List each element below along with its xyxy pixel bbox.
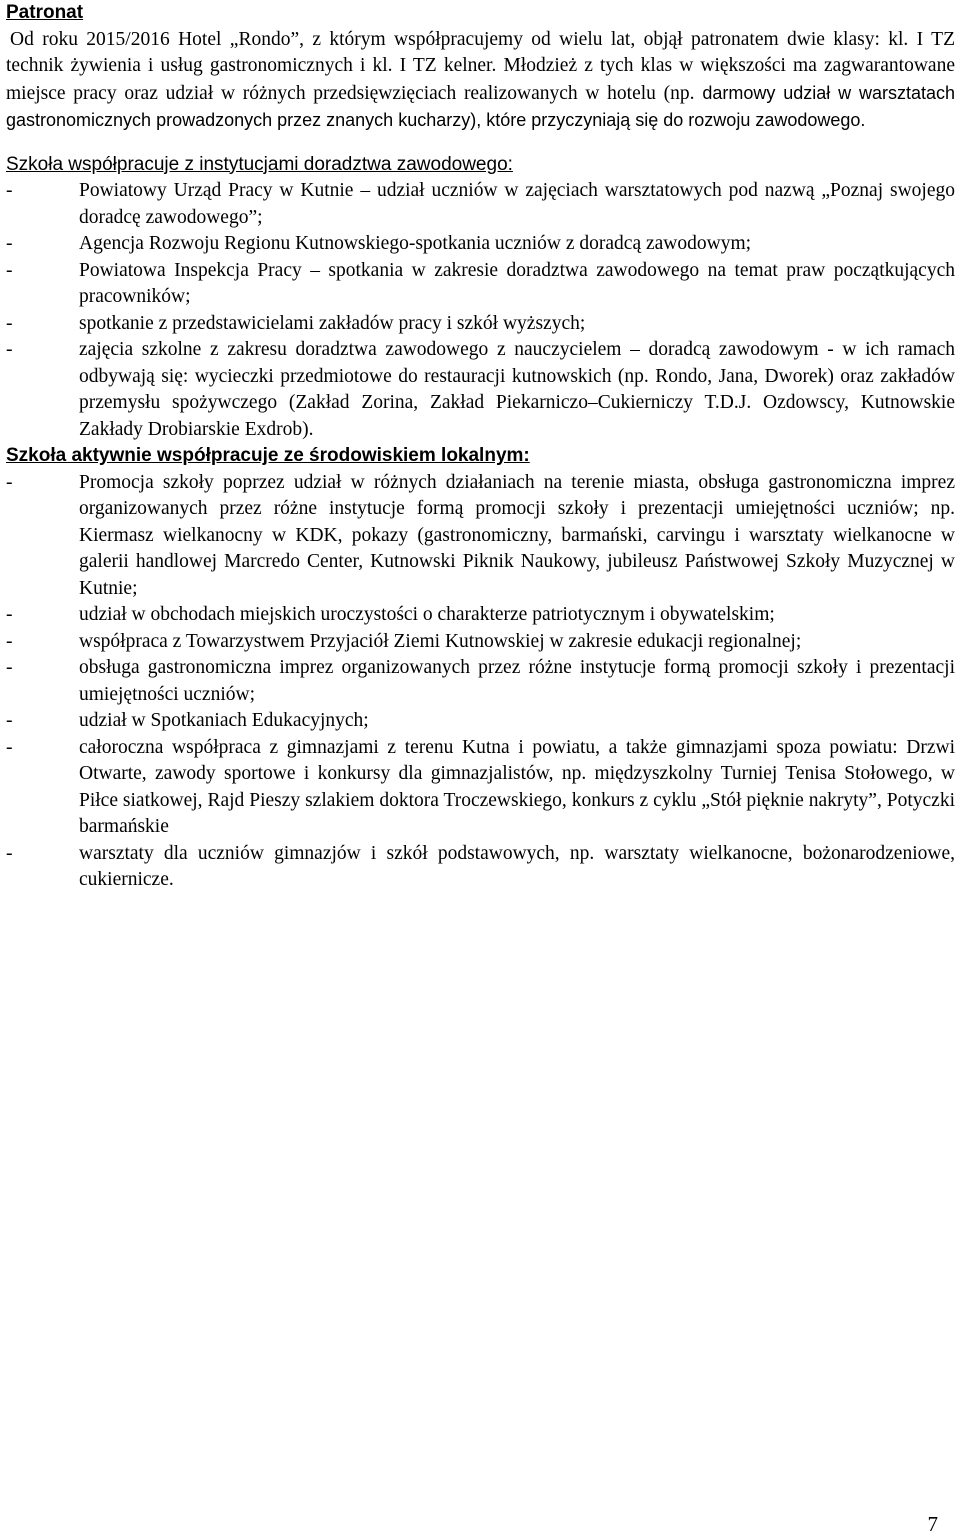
list-item-text: obsługa gastronomiczna imprez organizowanych przez różne instytucje formą promocji szkoły i prezentacji umiejętności uczniów;	[79, 657, 955, 705]
lokalne-list	[6, 470, 955, 894]
list-item-text: warsztaty dla uczniów gimnazjów i szkół podstawowych, np. warsztaty wielkanocne, bożonarodzeniowe, cukiernicze.	[79, 842, 955, 890]
list-dash: -	[6, 710, 13, 731]
list-item-text: Powiatowa Inspekcja Pracy – spotkania w zakresie doradztwa zawodowego na temat praw początkujących pracowników;	[79, 259, 955, 307]
list-item	[6, 629, 955, 656]
lokalne-heading: Szkoła aktywnie współpracuje ze środowiskiem lokalnym:	[6, 445, 530, 466]
list-dash: -	[6, 657, 13, 678]
list-item	[6, 178, 955, 231]
list-item-text: udział w obchodach miejskich uroczystości o charakterze patriotycznym i obywatelskim;	[79, 604, 775, 625]
list-item	[6, 602, 955, 629]
list-item-text: zajęcia szkolne z zakresu doradztwa zawodowego z nauczycielem – doradcą zawodowym - w ich ramach odbywają się: wycieczki przedmiotowe do restauracji kutnowskich (np. Rondo, Jana, Dworek) oraz zakładów przemysłu spożywczego (Zakład Zorina, Zakład Piekarniczo–Cukierniczy T.D.J. Ozdowscy, Kutnowskie Zakłady Drobiarskie Exdrob).	[79, 339, 955, 440]
patronat-heading: Patronat	[6, 2, 84, 23]
list-item-text: współpraca z Towarzystwem Przyjaciół Ziemi Kutnowskiej w zakresie edukacji regionalnej;	[79, 630, 802, 652]
patronat-text-sans: darmowy udział w warsztatach gastronomicznych prowadzonych przez znanych kucharzy), które przyczyniają się do rozwoju zawodowego.	[6, 82, 955, 130]
document-body	[6, 0, 955, 894]
list-dash: -	[6, 842, 13, 864]
list-item-text: Powiatowy Urząd Pracy w Kutnie – udział uczniów w zajęciach warsztatowych pod nazwą „Poznaj swojego doradcę zawodowego”;	[79, 180, 955, 228]
list-dash: -	[6, 630, 13, 652]
list-item	[6, 841, 955, 894]
list-item	[6, 655, 955, 708]
list-item	[6, 735, 955, 841]
list-item	[6, 231, 955, 258]
list-item	[6, 258, 955, 311]
list-item-text: całoroczna współpraca z gimnazjami z terenu Kutna i powiatu, a także gimnazjami spoza powiatu: Drzwi Otwarte, zawody sportowe i konkursy dla gimnazjalistów, np. międzyszkolny Turniej Tenisa Stołowego, w Piłce siatkowej, Rajd Pieszy szlakiem doktora Troczewskiego, konkurs z cyklu „Stół pięknie nakryty”, Potyczki barmańskie	[79, 736, 955, 837]
list-item-text: spotkanie z przedstawicielami zakładów pracy i szkół wyższych;	[79, 312, 586, 334]
patronat-paragraph	[6, 27, 955, 135]
list-item-text: Agencja Rozwoju Regionu Kutnowskiego-spotkania uczniów z doradcą zawodowym;	[79, 233, 752, 254]
doradztwo-heading: Szkoła współpracuje z instytucjami doradztwa zawodowego:	[6, 153, 513, 175]
list-item	[6, 311, 955, 338]
list-dash: -	[6, 180, 13, 201]
list-dash: -	[6, 471, 13, 493]
list-dash: -	[6, 259, 13, 281]
list-item	[6, 470, 955, 603]
list-dash: -	[6, 233, 13, 254]
list-dash: -	[6, 339, 13, 360]
list-dash: -	[6, 604, 13, 625]
page-number: 7	[927, 1512, 938, 1536]
list-item-text: Promocja szkoły poprzez udział w różnych działaniach na terenie miasta, obsługa gastronomiczna imprez organizowanych przez różne instytucje formą promocji szkoły i prezentacji umiejętności uczniów; np. Kiermasz wielkanocny w KDK, pokazy (gastronomiczny, barmański, carvingu i warsztaty wielkanocne w galerii handlowej Marcredo Center, Kutnowski Piknik Naukowy, jubileusz Państwowej Szkoły Muzycznej w Kutnie;	[79, 471, 955, 599]
section-spacer	[6, 135, 955, 152]
list-dash: -	[6, 736, 13, 758]
doradztwo-list	[6, 178, 955, 443]
list-dash: -	[6, 312, 13, 334]
list-item	[6, 708, 955, 735]
patronat-text-serif: Od roku 2015/2016 Hotel „Rondo”, z którym współpracujemy od wielu lat, objął patronatem dwie klasy: kl. I TZ technik żywienia i usług gastronomicznych i kl. I TZ kelner. Młodzież z tych klas w większości ma zagwarantowane miejsce pracy oraz udział w różnych przedsięwzięciach realizowanych w hotelu (np.	[6, 28, 955, 104]
list-item-text: udział w Spotkaniach Edukacyjnych;	[79, 710, 369, 731]
list-item	[6, 337, 955, 443]
